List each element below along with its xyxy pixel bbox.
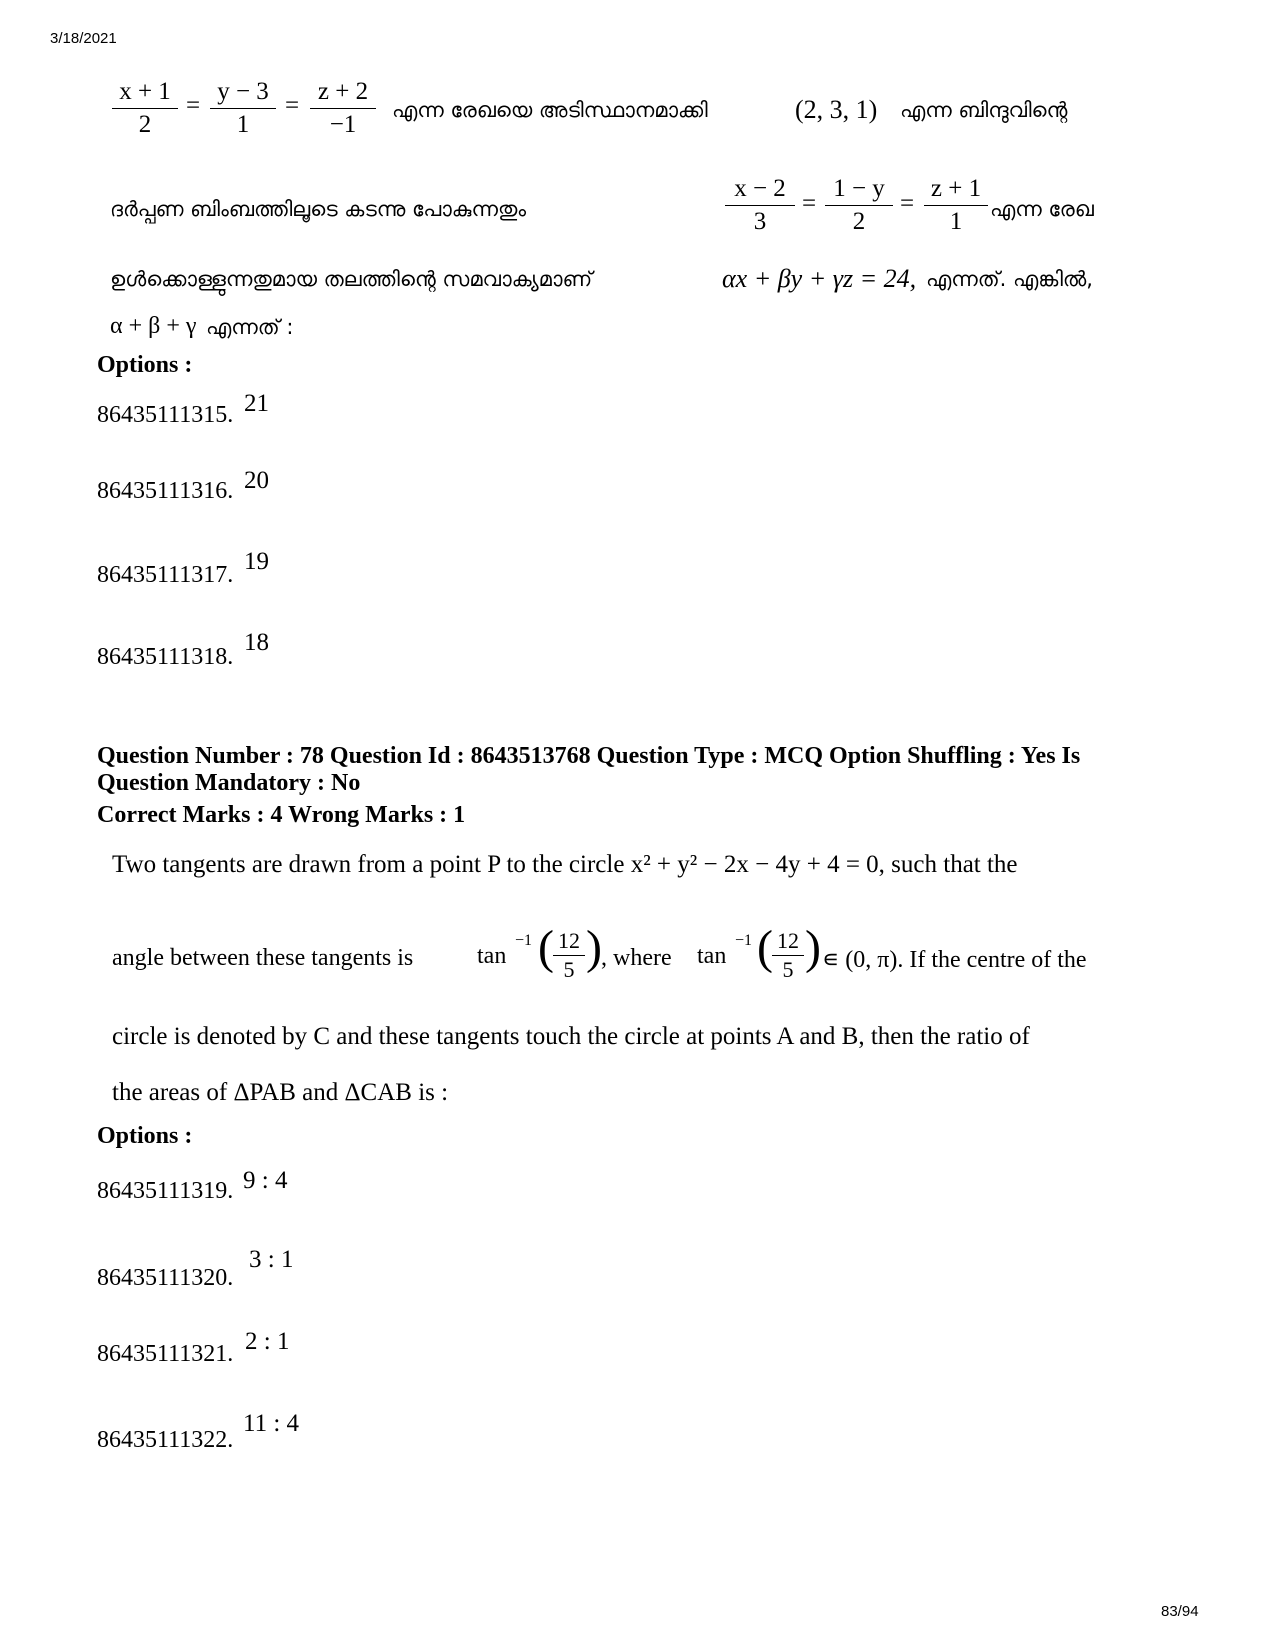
question-text: ∊ (0, π). If the centre of the (822, 947, 1087, 973)
question-metadata: Question Mandatory : No (97, 770, 361, 796)
denominator: 3 (725, 205, 795, 236)
fraction (210, 78, 276, 139)
page-number: 83/94 (1161, 1603, 1199, 1620)
option-value: 3 : 1 (249, 1246, 294, 1273)
denominator: 1 (210, 108, 276, 139)
plane-equation: αx + βy + γz = 24, (722, 264, 917, 293)
inverse-superscript: −1 (735, 932, 753, 949)
numerator: y − 3 (217, 78, 269, 105)
question-text: ഉൾക്കൊള്ളുന്നതുമായ തലത്തിന്റെ സമവാക്യമാണ് (110, 267, 593, 291)
question-text: circle is denoted by C and these tangents touch the circle at points A and B, then the ratio of (112, 1023, 1030, 1050)
option-id: 86435111318. (97, 644, 234, 670)
fraction (825, 175, 893, 236)
tan-function: tan (477, 943, 507, 969)
denominator: 1 (924, 205, 988, 236)
option-id: 86435111316. (97, 478, 234, 504)
option-id: 86435111322. (97, 1427, 234, 1453)
fraction (553, 928, 585, 983)
point-coordinates: (2, 3, 1) (795, 95, 878, 124)
question-text: എന്നത് : (206, 315, 294, 339)
options-label: Options : (97, 352, 193, 378)
fraction (924, 175, 988, 236)
inverse-superscript: −1 (515, 932, 533, 949)
fraction (310, 78, 376, 139)
denominator: −1 (310, 108, 376, 139)
denominator: 2 (112, 108, 178, 139)
option-id: 86435111320. (97, 1265, 234, 1291)
fraction (112, 78, 178, 139)
option-id: 86435111315. (97, 402, 234, 428)
question-text: എന്നത്. എങ്കിൽ, (926, 267, 1093, 291)
numerator: z + 2 (317, 78, 369, 105)
question-metadata: Question Number : 78 Question Id : 8643513768 Question Type : MCQ Option Shuffling : Yes Is (97, 743, 1081, 769)
question-text: എന്ന ബിന്ദുവിന്റെ (900, 98, 1068, 122)
numerator: 1 − y (833, 175, 885, 202)
option-id: 86435111317. (97, 562, 234, 588)
option-value: 11 : 4 (243, 1410, 300, 1437)
option-id: 86435111319. (97, 1178, 234, 1204)
question-text: Two tangents are drawn from a point P to the circle x² + y² − 2x − 4y + 4 = 0, such that the (112, 851, 1018, 878)
numerator: z + 1 (930, 175, 982, 202)
numerator: x − 2 (734, 175, 786, 202)
denominator: 2 (825, 205, 893, 236)
numerator: 12 (777, 928, 799, 953)
fraction (725, 175, 795, 236)
option-value: 20 (244, 467, 269, 494)
denominator: 5 (553, 955, 585, 983)
option-value: 18 (244, 629, 269, 656)
question-marks: Correct Marks : 4 Wrong Marks : 1 (97, 802, 466, 828)
print-date: 3/18/2021 (50, 30, 117, 47)
question-text: ദർപ്പണ ബിംബത്തിലൂടെ കടന്നു പോകുന്നതും (110, 197, 527, 221)
question-text: എന്ന രേഖയെ അടിസ്ഥാനമാക്കി (392, 98, 708, 122)
fraction (772, 928, 804, 983)
question-text: angle between these tangents is (112, 945, 414, 971)
option-value: 9 : 4 (243, 1167, 288, 1194)
tan-function: tan (697, 943, 727, 969)
question-text: the areas of ΔPAB and ΔCAB is : (112, 1079, 449, 1106)
denominator: 5 (772, 955, 804, 983)
options-label: Options : (97, 1123, 193, 1149)
numerator: x + 1 (119, 78, 171, 105)
option-value: 21 (244, 390, 269, 417)
option-value: 2 : 1 (245, 1328, 290, 1355)
question-text: , where (601, 945, 672, 971)
expression: α + β + γ (110, 313, 197, 339)
question-text: എന്ന രേഖ (990, 197, 1094, 221)
option-id: 86435111321. (97, 1341, 234, 1367)
numerator: 12 (558, 928, 580, 953)
option-value: 19 (244, 548, 269, 575)
